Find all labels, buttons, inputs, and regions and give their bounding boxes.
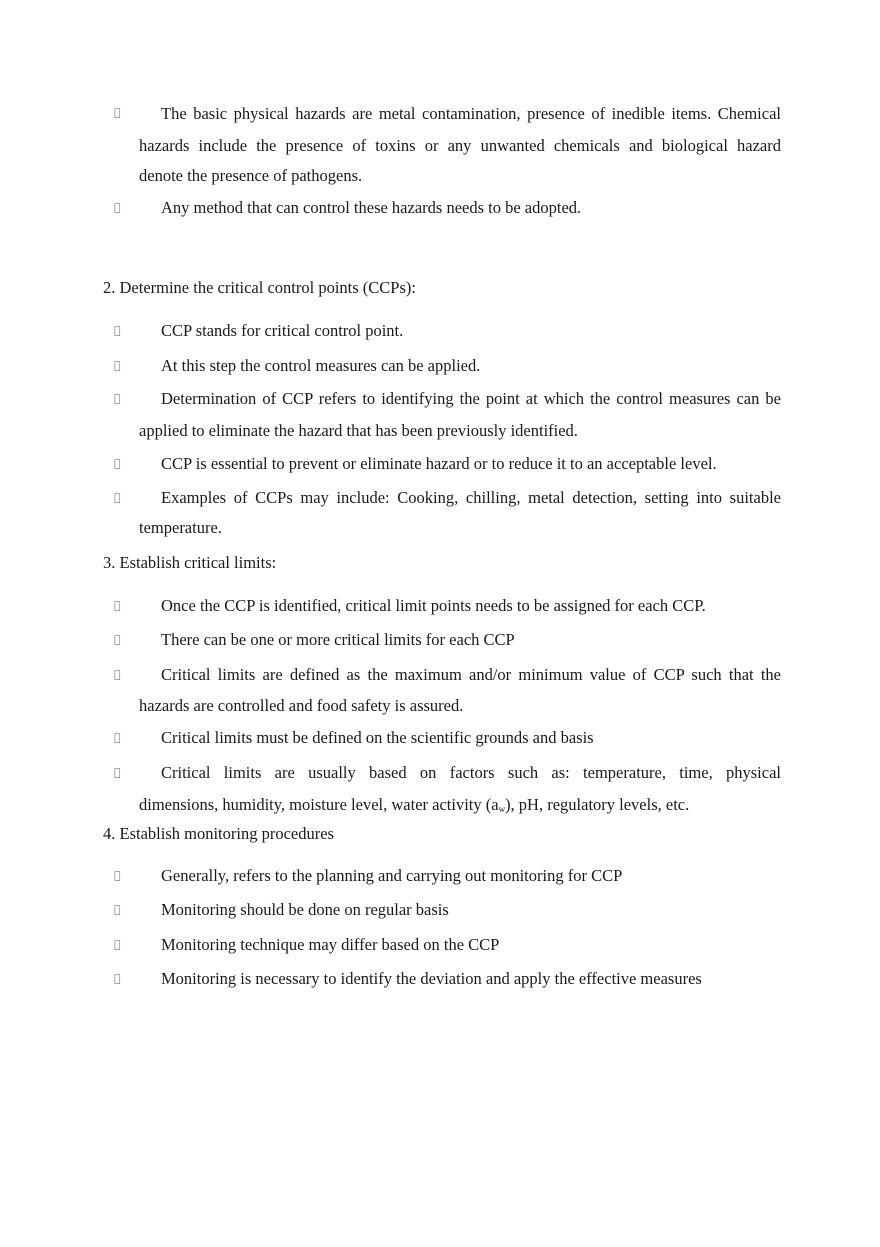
section-3-item-1: Once the CCP is identified, critical limit points needs to be assigned for each CCP. [161, 596, 706, 615]
section-3-item-5-line-2 [139, 795, 689, 815]
bullet-marker [114, 766, 126, 779]
section-2-item-3-line-2: applied to eliminate the hazard that has been previously identified. [139, 421, 578, 440]
intro-item-2-line-1: Any method that can control these hazards needs to be adopted. [161, 198, 582, 217]
water-activity-subscript: w [498, 804, 506, 814]
bullet-marker [114, 392, 126, 405]
section-2-item-5-line-1: Examples of CCPs may include: Cooking, chilling, metal detection, setting into suitable [161, 488, 781, 507]
bullet-marker [114, 633, 126, 646]
section-4-heading: 4. Establish monitoring procedures [103, 824, 334, 843]
section-3-item-5-line-2-after: ), pH, regulatory levels, etc. [505, 795, 690, 814]
bullet-marker [114, 599, 126, 612]
bullet-marker [114, 731, 126, 744]
bullet-marker [114, 903, 126, 916]
bullet-marker [114, 106, 126, 119]
section-2-item-1: CCP stands for critical control point. [161, 321, 404, 340]
section-3-item-3-line-2: hazards are controlled and food safety is assured. [139, 696, 464, 715]
bullet-marker [114, 457, 126, 470]
section-2-item-3-line-1: Determination of CCP refers to identifying the point at which the control measures can be [161, 389, 781, 408]
intro-item-1-line-2: hazards include the presence of toxins or any unwanted chemicals and biological hazard [139, 136, 781, 155]
section-3-heading: 3. Establish critical limits: [103, 553, 277, 572]
intro-item-1-line-1: The basic physical hazards are metal contamination, presence of inedible items. Chemical [161, 104, 781, 123]
bullet-marker [114, 324, 126, 337]
section-3-item-2: There can be one or more critical limits for each CCP [161, 630, 515, 649]
section-3-item-5-line-2-before: dimensions, humidity, moisture level, water activity (a [139, 795, 499, 814]
section-4-item-3: Monitoring technique may differ based on the CCP [161, 935, 500, 954]
section-3-item-4: Critical limits must be defined on the scientific grounds and basis [161, 728, 594, 747]
section-4-item-4: Monitoring is necessary to identify the deviation and apply the effective measures [161, 969, 702, 988]
section-4-item-1: Generally, refers to the planning and carrying out monitoring for CCP [161, 866, 623, 885]
bullet-marker [114, 938, 126, 951]
section-3-item-3-line-1: Critical limits are defined as the maximum and/or minimum value of CCP such that the [161, 665, 781, 684]
bullet-marker [114, 869, 126, 882]
bullet-marker [114, 201, 126, 214]
bullet-marker [114, 491, 126, 504]
bullet-marker [114, 668, 126, 681]
bullet-marker [114, 972, 126, 985]
bullet-marker [114, 359, 126, 372]
section-4-item-2: Monitoring should be done on regular basis [161, 900, 449, 919]
section-3-item-5-line-1: Critical limits are usually based on factors such as: temperature, time, physical [161, 763, 781, 782]
section-2-item-4: CCP is essential to prevent or eliminate hazard or to reduce it to an acceptable level. [161, 454, 717, 473]
section-2-heading: 2. Determine the critical control points (CCPs): [103, 278, 416, 297]
section-2-item-5-line-2: temperature. [139, 518, 222, 537]
intro-item-1-line-3: denote the presence of pathogens. [139, 166, 363, 185]
section-2-item-2: At this step the control measures can be applied. [161, 356, 481, 375]
